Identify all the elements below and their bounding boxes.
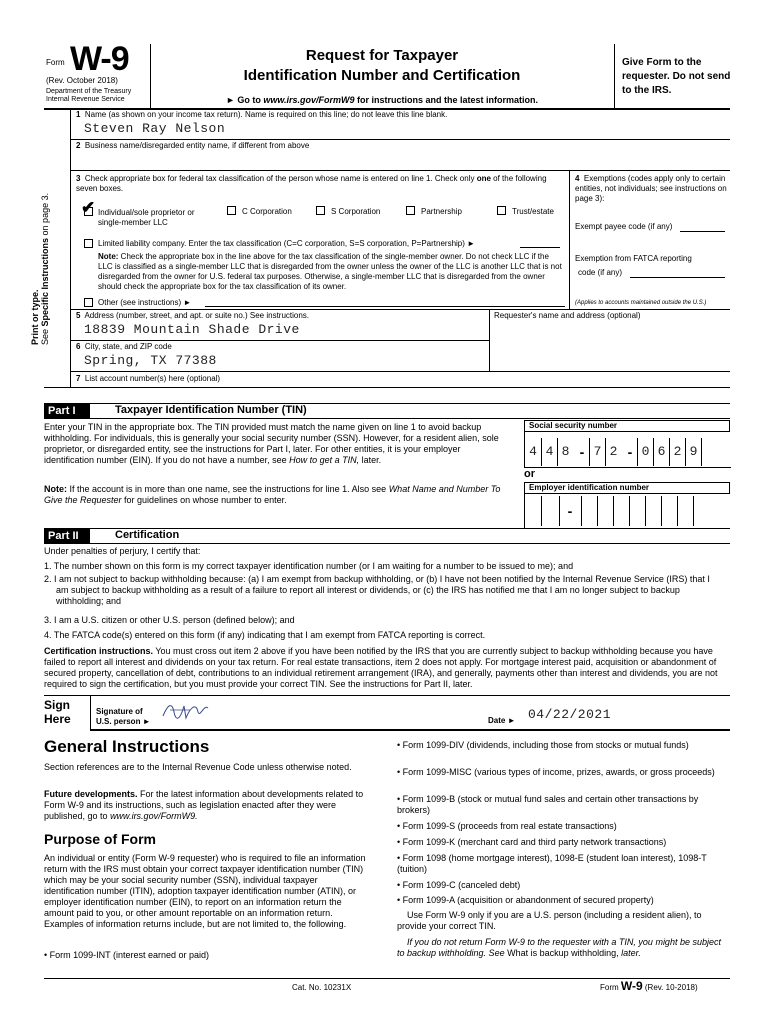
title-line1: Request for Taxpayer: [305, 47, 459, 64]
bullet-1099-s: • Form 1099-S (proceeds from real estate transactions): [397, 821, 617, 831]
bullet-1099-int: • Form 1099-INT (interest earned or paid): [44, 950, 210, 960]
line4-text: Exemptions (codes apply only to certain entities, not individuals; see instructions on page 3):: [575, 174, 727, 203]
note-bold: Note:: [98, 252, 119, 261]
other-field[interactable]: [205, 306, 565, 307]
bullet-1099-misc: • Form 1099-MISC (various types of income, prizes, awards, or gross proceeds): [397, 767, 715, 777]
line6-label: [76, 342, 172, 352]
cert-item1: 1. The number shown on this form is my correct taxpayer identification number (or I am waiting for a number to be issued to me); and: [44, 561, 574, 571]
part2-title: Certification: [115, 529, 180, 541]
goto-suffix: for instructions and the latest information.: [354, 95, 539, 105]
line3-one: one: [476, 174, 491, 183]
cert-text: You must cross out item 2 above if you have been notified by the IRS that you are currently subject to backup withholding because you have failed to report all interest and dividends on your tax return. For real estate transactions, item 2 does not apply. For mortgage interest paid, acquisition or abandonment of secured property, cancellation of debt, contributions to an individual retirement arrangement (IRA), and generally, payments other than interest and dividends, you are not required to sign the certification, but you must provide your correct TIN. See the instructions for Part II, later.: [44, 646, 718, 689]
signature-image: [160, 698, 212, 724]
cert-item4: 4. The FATCA code(s) entered on this form (if any) indicating that I am exempt from FATCA reporting is correct.: [44, 630, 486, 640]
other-checkbox[interactable]: [84, 298, 93, 307]
or-text: or: [524, 468, 535, 480]
requester-label: Requester's name and address (optional): [494, 311, 641, 320]
ssn-digit: 2: [669, 438, 685, 466]
p2-note: Note:: [44, 484, 67, 494]
ssn-field[interactable]: [524, 432, 731, 468]
fatca-label2: code (if any): [578, 268, 623, 277]
trust-label: Trust/estate: [512, 207, 554, 216]
ssn-digit: 9: [685, 438, 701, 466]
footer-form: [600, 979, 698, 993]
goto-line: [150, 95, 614, 105]
see-specific: [40, 45, 50, 345]
backup-withholding-para: [397, 937, 727, 959]
note-text: Check the appropriate box in the line above for the tax classification of the single-member owner. Do not check LLC if the LLC is classified as a single-member LLC that is disregarded from the owner unless the owner of the LLC is another LLC that is not disregarded from the owner for U.S. federal tax purposes. Otherwise, a single-member LLC that is disregarded from the owner should check the appropriate box for the tax classification of its owner.: [98, 252, 562, 291]
bullet-1098: • Form 1098 (home mortgage interest), 1098-E (student loan interest), 1098-T (tuition): [397, 853, 707, 874]
individual-label: Individual/sole proprietor or single-member LLC: [98, 208, 195, 227]
line3-num: 3: [76, 174, 81, 183]
p1a: Enter your TIN in the appropriate box. The TIN provided must match the name given on line 1 to avoid backup withholding. For individuals, this is generally your social security number (SSN). However, for a resident alien, sole proprietor, or disregarded entity, see the instructions for Part I, later. For other entities, it is your employer identification number (EIN). If you do not have a number, see: [44, 422, 499, 465]
ssn-digit: 4: [529, 444, 537, 459]
cert-intro: Under penalties of perjury, I certify that:: [44, 546, 201, 556]
trust-checkbox[interactable]: [497, 206, 506, 215]
use-w9-para: Use Form W-9 only if you are a U.S. person (including a resident alien), to provide your correct TIN.: [397, 910, 702, 931]
rev-date: (Rev. October 2018): [46, 76, 118, 85]
sign-here: [44, 698, 71, 726]
title-line2: Identification Number and Certification: [243, 67, 521, 84]
bullet-1099-c: • Form 1099-C (canceled debt): [397, 880, 521, 890]
p2i: What Name and Number To Give the Requester: [44, 484, 501, 505]
line7-label: [76, 374, 220, 384]
general-title: General Instructions: [44, 737, 210, 756]
exempt-payee-field[interactable]: [680, 231, 725, 232]
ssn-label: Social security number: [524, 420, 730, 431]
llc-label: Limited liability company. Enter the tax classification (C=C corporation, S=S corporation, P=Partnership) ►: [98, 239, 476, 248]
if-italic: If you do not return Form W-9 to the requester with a TIN, you might be subject to backup withholding. See: [397, 937, 721, 958]
address-field[interactable]: 18839 Mountain Shade Drive: [84, 322, 300, 337]
line4-num: 4: [575, 174, 580, 183]
line3-text-b: of the following seven boxes.: [76, 174, 547, 193]
llc-note: [98, 252, 564, 292]
s-corp-checkbox[interactable]: [316, 206, 325, 215]
part1-para1: [44, 422, 510, 466]
p1b: later.: [359, 455, 382, 465]
line3-text-a: Check appropriate box for federal tax classification of the person whose name is entered on line 1. Check only: [84, 174, 477, 183]
applies-note: (Applies to accounts maintained outside the U.S.): [575, 300, 707, 306]
see-prefix: See: [40, 326, 50, 345]
see-suffix: on page 3.: [40, 192, 50, 238]
s-corp-label: S Corporation: [331, 207, 381, 216]
footer-form-id: W-9: [620, 979, 643, 993]
line7-text: List account number(s) here (optional): [84, 374, 221, 383]
ein-label: Employer identification number: [524, 482, 730, 494]
if-regular: What is backup withholding,: [504, 948, 622, 958]
line2-text: Business name/disregarded entity name, if different from above: [84, 141, 310, 150]
form-id: W-9: [70, 40, 129, 78]
ssn-box-end: [701, 438, 731, 466]
line1-text: Name (as shown on your income tax return). Name is required on this line; do not leave this line blank.: [84, 110, 448, 119]
line5-label: [76, 311, 309, 321]
part1-tag: Part I: [44, 404, 90, 418]
exempt-payee-label: Exempt payee code (if any): [575, 222, 673, 231]
p1i: How to get a TIN,: [289, 455, 360, 465]
fatca-field[interactable]: [630, 277, 725, 278]
line1-name-field[interactable]: Steven Ray Nelson: [84, 121, 226, 136]
c-corp-checkbox[interactable]: [227, 206, 236, 215]
part2-tag: Part II: [44, 529, 90, 543]
see-bold: Specific Instructions: [40, 237, 50, 327]
cert-bold: Certification instructions.: [44, 646, 154, 656]
sig-label1: Signature of: [96, 707, 143, 716]
goto-url[interactable]: www.irs.gov/FormW9: [263, 95, 355, 105]
here-word: Here: [44, 712, 71, 726]
c-corp-label: C Corporation: [242, 207, 292, 216]
cert-item2: 2. I am not subject to backup withholding because: (a) I am exempt from backup withholding, or (b) I have not been notified by the Internal Revenue Service (IRS) that I am subject to backup withholding as a result of a failure to report all interest or dividends, or (c) the IRS has notified me that I am no longer subject to backup withholding; and: [44, 574, 710, 606]
cat-number: Cat. No. 10231X: [292, 983, 352, 992]
line2-num: 2: [76, 141, 81, 150]
sig-label: [96, 707, 151, 727]
footer-rev: (Rev. 10-2018): [642, 983, 698, 992]
line6-text: City, state, and ZIP code: [84, 342, 172, 351]
exemptions-label: [575, 174, 727, 204]
ssn-digit: 7: [589, 438, 605, 466]
llc-class-field[interactable]: [520, 247, 560, 248]
bullet-1099-b: • Form 1099-B (stock or mutual fund sales and certain other transactions by brokers): [397, 794, 699, 815]
form-word: Form: [46, 58, 65, 67]
other-label: Other (see instructions) ►: [98, 298, 192, 307]
fd-link[interactable]: www.irs.gov/FormW9.: [110, 811, 198, 821]
partnership-label: Partnership: [421, 207, 462, 216]
line5-num: 5: [76, 311, 81, 320]
part1-title: Taxpayer Identification Number (TIN): [115, 404, 307, 416]
line7-num: 7: [76, 374, 81, 383]
line1-num: 1: [76, 110, 81, 119]
fd-text: For the latest information about developments related to Form W-9 and its instructions, such as legislation enacted after they were published, go to: [44, 789, 364, 821]
ssn-dash: -: [627, 444, 633, 460]
fatca-label1: Exemption from FATCA reporting: [575, 254, 692, 263]
bullet-1099-k: • Form 1099-K (merchant card and third party network transactions): [397, 837, 667, 847]
date-field[interactable]: 04/22/2021: [528, 707, 612, 722]
purpose-para: An individual or entity (Form W-9 requester) who is required to file an information return with the IRS must obtain your correct taxpayer identification number (TIN) which may be your social security number (SSN), individual taxpayer identification number (ITIN), adoption taxpayer identification number (ATIN), or employer identification number (EIN), to report on an information return the amount paid to you, or other amount reportable on an information return. Examples of information returns include, but are not limited to, the following.: [44, 853, 366, 929]
ssn-digit: 2: [605, 438, 621, 466]
city-state-zip-field[interactable]: Spring, TX 77388: [84, 353, 217, 368]
check-mark-icon: ✔: [81, 198, 96, 217]
ssn-digit: 8: [557, 438, 573, 466]
sign-word: Sign: [44, 698, 70, 712]
ssn-digit: 6: [653, 438, 669, 466]
general-p1: Section references are to the Internal Revenue Code unless otherwise noted.: [44, 762, 352, 772]
p2a: If the account is in more than one name, see the instructions for line 1. Also see: [67, 484, 389, 494]
llc-checkbox[interactable]: [84, 239, 93, 248]
goto-prefix: ► Go to: [225, 95, 264, 105]
p2b: for guidelines on whose number to enter.: [121, 495, 287, 505]
part1-para2: [44, 484, 510, 506]
line2-label: [76, 141, 309, 151]
bullet-1099-div: • Form 1099-DIV (dividends, including those from stocks or mutual funds): [397, 740, 689, 750]
line5-text: Address (number, street, and apt. or suite no.) See instructions.: [84, 311, 310, 320]
cert-item3: 3. I am a U.S. citizen or other U.S. person (defined below); and: [44, 615, 295, 625]
bullet-1099-a: • Form 1099-A (acquisition or abandonment of secured property): [397, 895, 654, 905]
ein-field[interactable]: [524, 494, 731, 528]
fd-bold: Future developments.: [44, 789, 138, 799]
dept-line1: Department of the Treasury: [46, 88, 132, 95]
sig-label2: U.S. person ►: [96, 717, 151, 726]
footer-form-word: Form: [600, 983, 621, 992]
line3-label: [76, 174, 566, 194]
purpose-title: Purpose of Form: [44, 831, 157, 847]
future-developments: [44, 789, 366, 822]
dept-line2: Internal Revenue Service: [46, 96, 125, 103]
ein-dash: -: [567, 503, 573, 519]
cert-instructions: [44, 646, 728, 690]
print-or-type: Print or type.: [30, 289, 40, 345]
date-label: Date ►: [488, 716, 516, 725]
ssn-digit: 0: [637, 438, 653, 466]
line6-num: 6: [76, 342, 81, 351]
sidebar-vertical-text: [30, 45, 50, 345]
if-italic2: later.: [621, 948, 641, 958]
ssn-dash: -: [579, 444, 585, 460]
ssn-digit: 4: [541, 438, 557, 466]
line1-label: [76, 110, 447, 120]
partnership-checkbox[interactable]: [406, 206, 415, 215]
give-form-note: Give Form to the requester. Do not send to the IRS.: [622, 57, 731, 96]
